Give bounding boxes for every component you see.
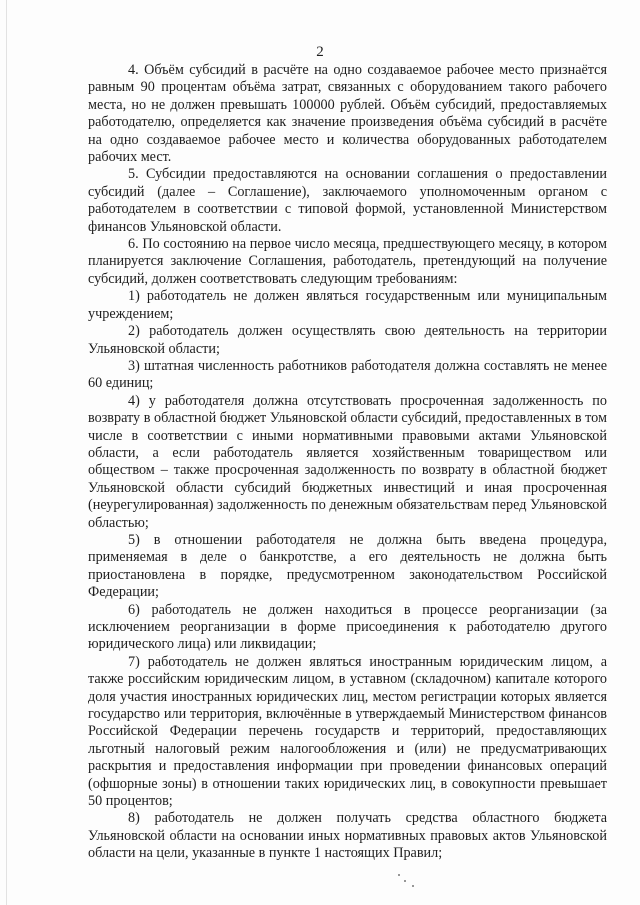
scan-speck bbox=[398, 874, 400, 876]
requirement-2: 2) работодатель должен осуществлять свою деятельность на территории Ульяновской области; bbox=[88, 323, 607, 357]
paragraph-4: 4. Объём субсидий в расчёте на одно создаваемое рабочее место признаётся равным 90 процентам объёма затрат, связанных с оборудованием такого рабочего места, но не должен превышать 100000 рублей. Объём субсидий, предоставляемых работодателю, определяется как значение произведения объёма субсидий в расчёте на одно создаваемое рабочее место и количества оборудованных работодателем рабочих мест. bbox=[88, 62, 607, 166]
paragraph-6: 6. По состоянию на первое число месяца, предшествующего месяцу, в котором планируется заключение Соглашения, работодатель, претендующий на получение субсидий, должен соответствовать следующим требованиям: bbox=[88, 236, 607, 287]
requirement-7: 7) работодатель не должен являться иностранным юридическим лицом, а также российским юридическим лицом, в уставном (складочном) капитале которого доля участия иностранных юридических лиц, местом регистрации которых является государство или территория, включённые в утверждаемый Министерством финансов Российской Федерации перечень государств и территорий, предоставляющих льготный налоговый режим налогообложения и (или) не предусматривающих раскрытия и предоставления информации при проведении финансовых операций (офшорные зоны) в отношении таких юридических лиц, в совокупности превышает 50 процентов; bbox=[88, 653, 607, 810]
requirement-4: 4) у работодателя должна отсутствовать просроченная задолженность по возврату в областной бюджет Ульяновской области субсидий, предоставленных в том числе в соответствии с иными нормативными правовыми актами Ульяновской области, а если работодатель является хозяйственным товариществом или обществом – также просроченная задолженность по возврату в областной бюджет Ульяновской области субсидий бюджетных инвестиций и иная просроченная (неурегулированная) задолженность по денежным обязательствам перед Ульяновской областью; bbox=[88, 392, 607, 531]
scan-speck bbox=[404, 880, 406, 882]
paragraph-5: 5. Субсидии предоставляются на основании соглашения о предоставлении субсидий (далее – Соглашение), заключаемого уполномоченным органом с работодателем в соответствии с типовой формой, установленной Министерством финансов Ульяновской области. bbox=[88, 166, 607, 235]
requirement-5: 5) в отношении работодателя не должна быть введена процедура, применяемая в деле о банкротстве, а его деятельность не должна быть приостановлена в порядке, предусмотренном законодательством Российской Федерации; bbox=[88, 531, 607, 601]
scan-speck bbox=[412, 885, 414, 887]
requirement-6: 6) работодатель не должен находиться в процессе реорганизации (за исключением реорганизации в форме присоединения к работодателю другого юридического лица) или ликвидации; bbox=[88, 601, 607, 653]
page-number: 2 bbox=[316, 44, 324, 60]
requirement-8: 8) работодатель не должен получать средства областного бюджета Ульяновской области на основании иных нормативных правовых актов Ульяновской области на цели, указанные в пункте 1 настоящих Правил; bbox=[88, 810, 607, 862]
scan-edge-line bbox=[6, 0, 7, 905]
document-body bbox=[88, 62, 607, 863]
requirement-1: 1) работодатель не должен являться государственным или муниципальным учреждением; bbox=[88, 288, 607, 322]
requirement-3: 3) штатная численность работников работодателя должна составлять не менее 60 единиц; bbox=[88, 357, 607, 392]
